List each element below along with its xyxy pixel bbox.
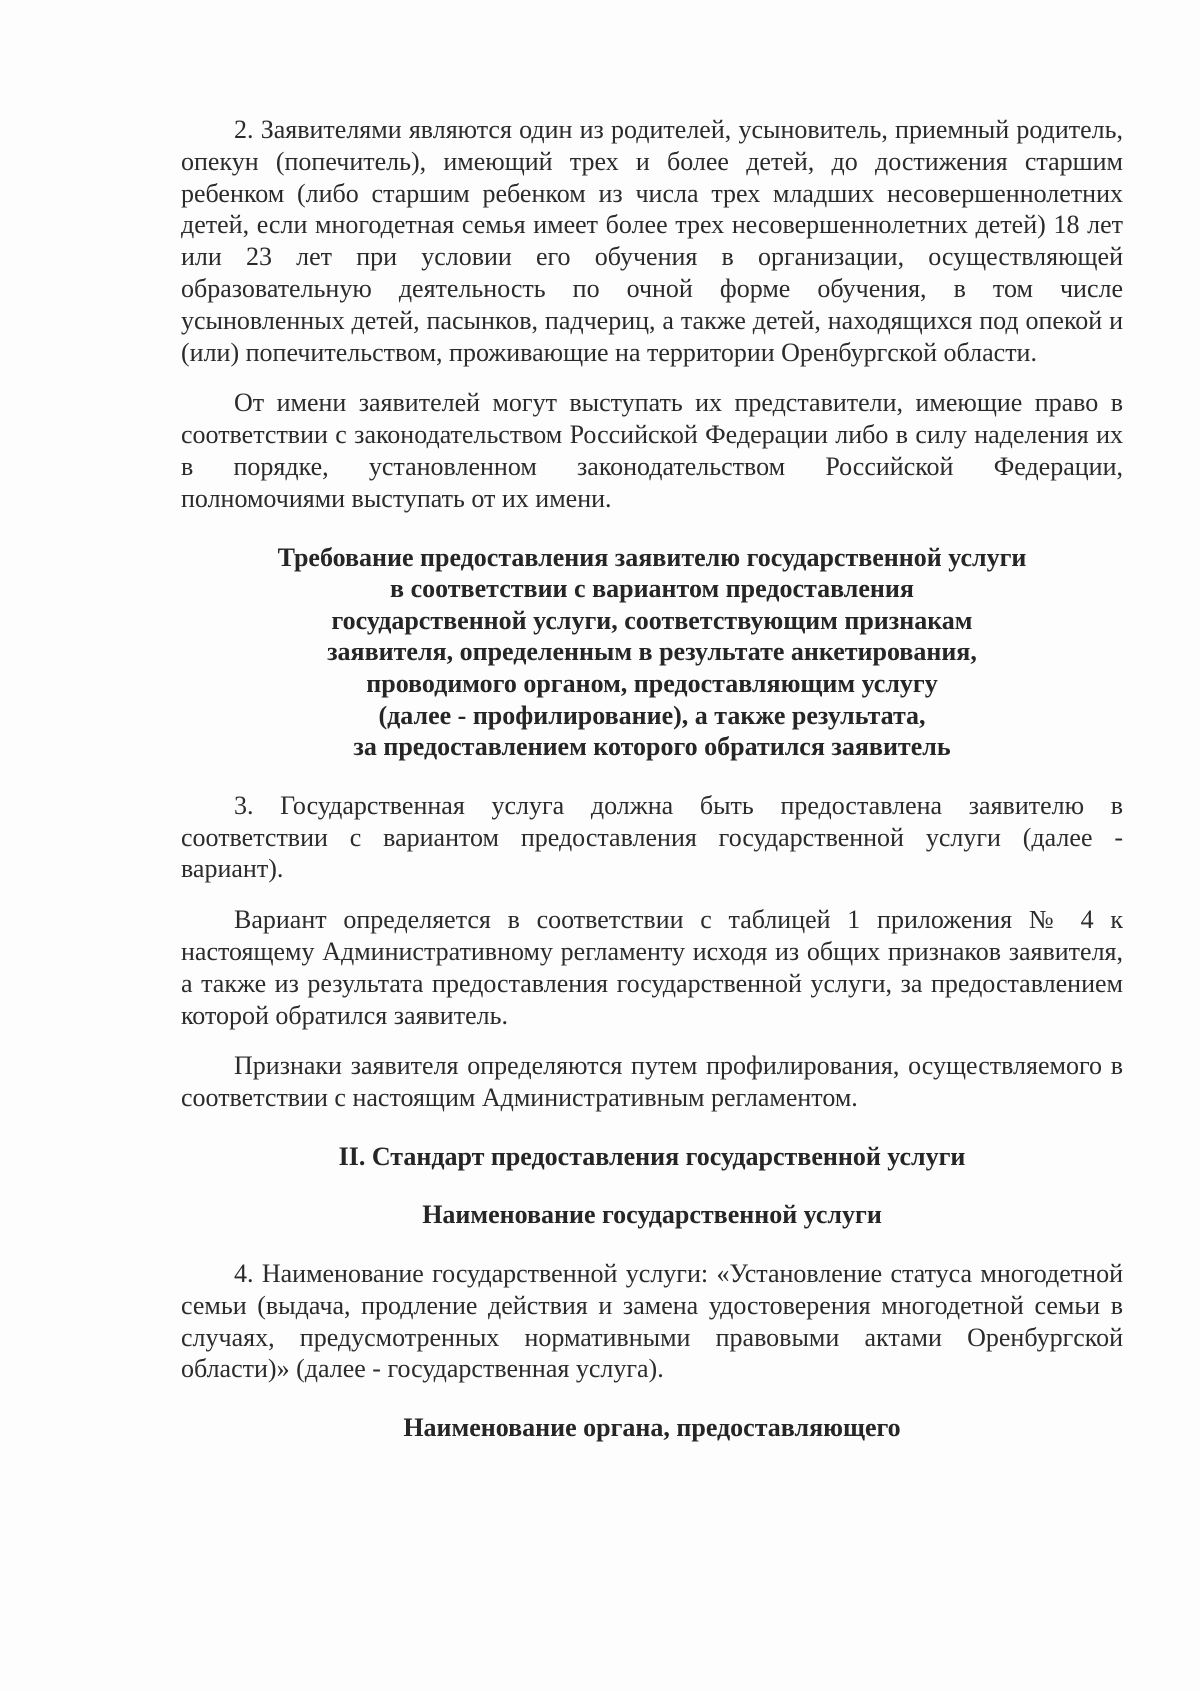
heading-line: заявителя, определенным в результате анкетирования, xyxy=(327,637,977,667)
spacer xyxy=(181,1231,1123,1258)
heading-requirement xyxy=(181,542,1123,763)
spacer xyxy=(181,763,1123,790)
heading-section-2: II. Стандарт предоставления государственной услуги xyxy=(338,1141,966,1171)
heading-line: государственной услуги, соответствующим признакам xyxy=(331,605,973,635)
heading-line: (далее - профилирование), а также результата, xyxy=(378,700,926,730)
paragraph-applicant-signs: Признаки заявителя определяются путем профилирования, осуществляемого в соответствии с настоящим Административным регламентом. xyxy=(181,1051,1123,1113)
spacer xyxy=(181,515,1123,542)
paragraph-service-variant: 3. Государственная услуга должна быть предоставлена заявителю в соответствии с вариантом предоставления государственной услуги (далее - вариант). xyxy=(181,790,1123,884)
heading-line: в соответствии с вариантом предоставления xyxy=(390,574,914,604)
spacer xyxy=(181,368,1123,387)
heading-line: за предоставлением которого обратился заявитель xyxy=(353,732,951,762)
document-body xyxy=(181,114,1123,1444)
spacer xyxy=(181,1385,1123,1412)
heading-service-name: Наименование государственной услуги xyxy=(422,1200,882,1230)
paragraph-applicants: 2. Заявителями являются один из родителей, усыновитель, приемный родитель, опекун (попечитель), имеющий трех и более детей, до достижения старшим ребенком (либо старшим ребенком из числа трех младших несовершеннолетних детей, если многодетная семья имеет более трех несовершеннолетних детей) 18 лет или 23 лет при условии его обучения в организации, осуществляющей образовательную деятельность по очной форме обучения, в том числе усыновленных детей, пасынков, падчериц, а также детей, находящихся под опекой и (или) попечительством, проживающие на территории Оренбургской области. xyxy=(181,115,1123,367)
spacer xyxy=(181,1031,1123,1050)
heading-line: Требование предоставления заявителю государственной услуги xyxy=(277,542,1027,572)
spacer xyxy=(181,885,1123,904)
paragraph-representatives: От имени заявителей могут выступать их представители, имеющие право в соответствии с законодательством Российской Федерации либо в силу наделения их в порядке, установленном законодательством Российской Федерации, полномочиями выступать от их имени. xyxy=(181,388,1123,513)
paragraph-service-name: 4. Наименование государственной услуги: «Установление статуса многодетной семьи (выдача, продление действия и замена удостоверения многодетной семьи в случаях, предусмотренных нормативными правовыми актами Оренбургской области)» (далее - государственная услуга). xyxy=(181,1259,1123,1384)
heading-body-name: Наименование органа, предоставляющего xyxy=(403,1413,901,1443)
spacer xyxy=(181,1172,1123,1199)
paragraph-variant-determination: Вариант определяется в соответствии с таблицей 1 приложения № 4 к настоящему Административному регламенту исходя из общих признаков заявителя, а также из результата предоставления государственной услуги, за предоставлением которой обратился заявитель. xyxy=(181,905,1123,1030)
heading-line: проводимого органом, предоставляющим услугу xyxy=(366,668,938,698)
spacer xyxy=(181,1114,1123,1141)
